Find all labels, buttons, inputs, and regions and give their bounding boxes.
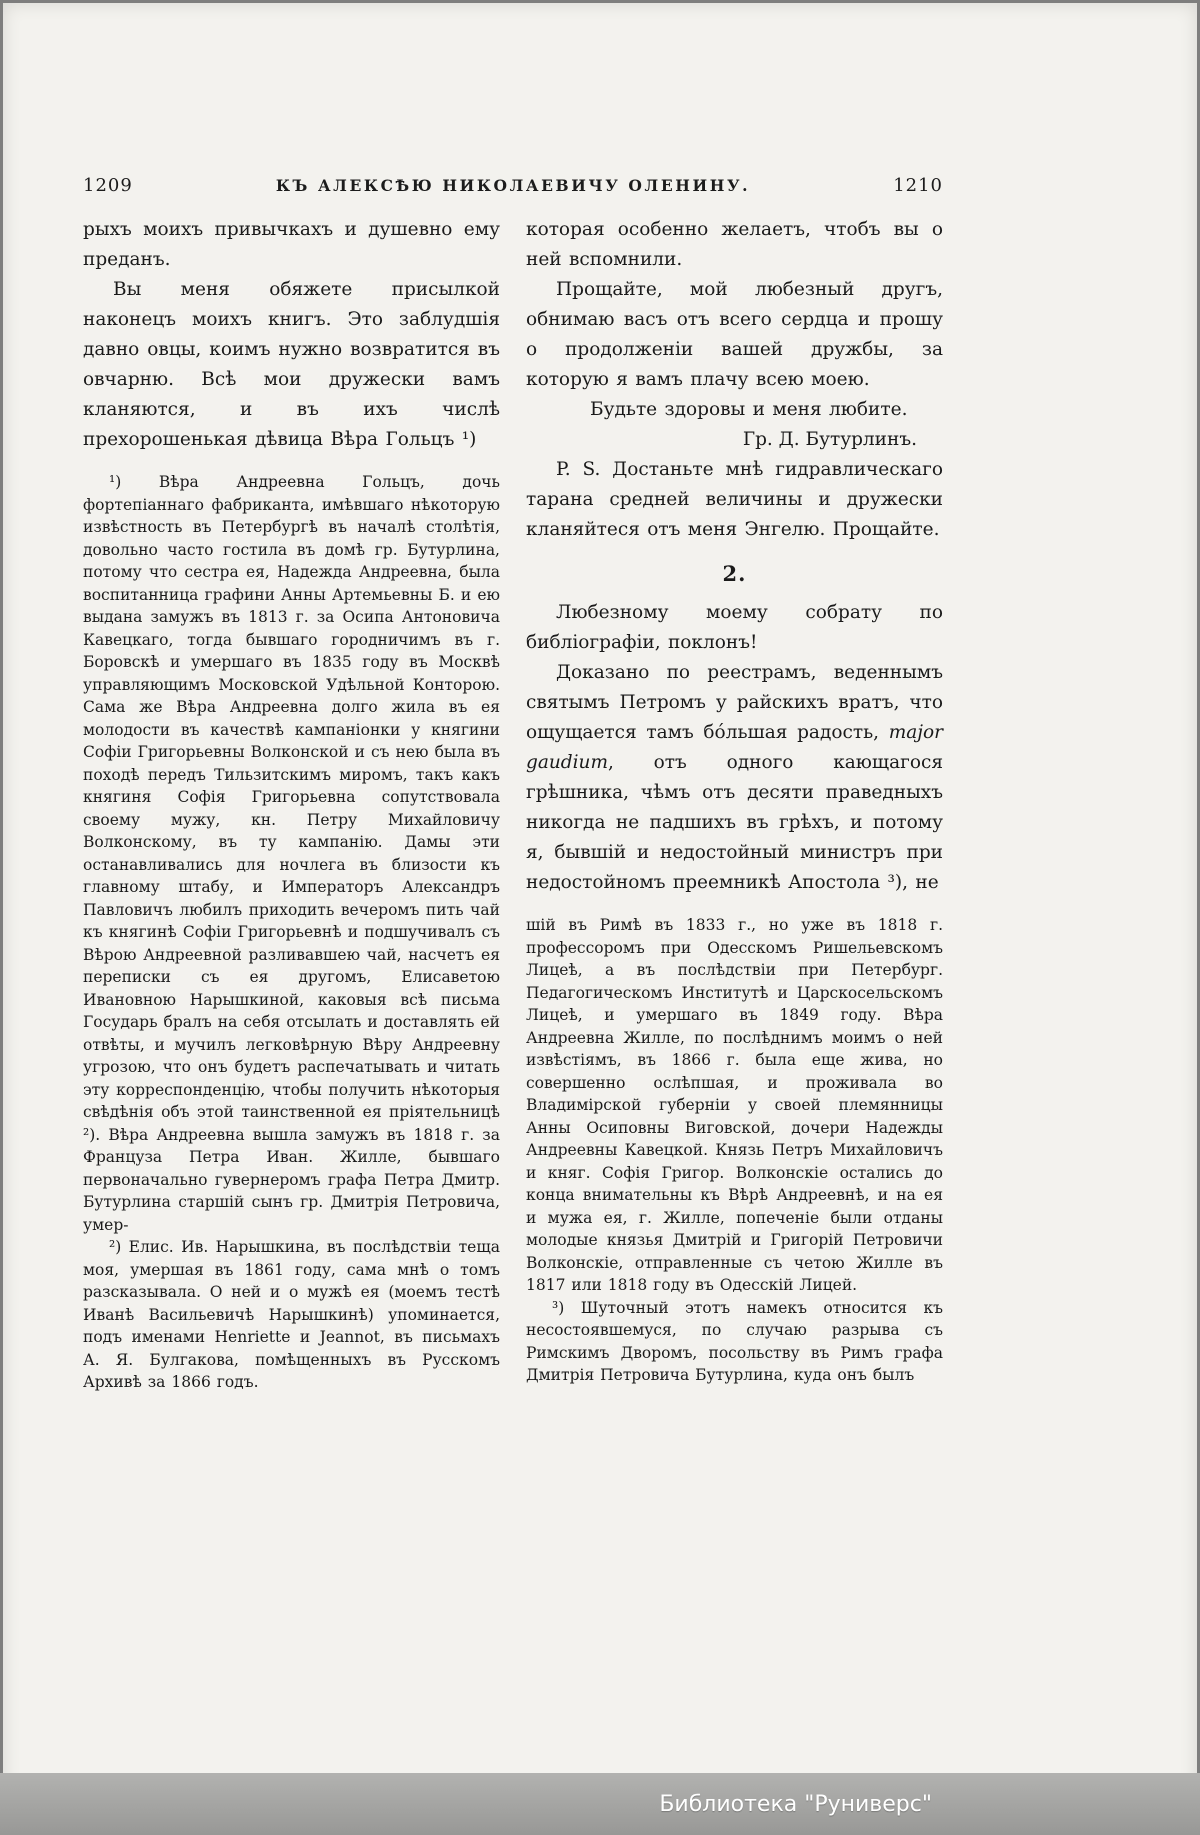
paragraph (526, 658, 943, 898)
page-number-right: 1210 (893, 175, 943, 196)
paragraph-text: Доказано по реестрамъ, веденнымъ святымъ Петромъ у райскихъ вратъ, что ощущается тамъ бо́льшая радость, (526, 662, 943, 743)
footnote-2: ²) Елис. Ив. Нарышкина, въ послѣдствіи теща моя, умершая въ 1861 году, сама мнѣ о томъ разсказывала. О ней и о мужѣ ея (моемъ тестѣ Иванѣ Васильевичѣ Нарышкинѣ) упоминается, подъ именами Henriette и Jeannot, въ письмахъ А. Я. Булгакова, помѣщенныхъ въ Русскомъ Архивѣ за 1866 годъ. (83, 1238, 500, 1391)
footnotes-right (526, 914, 943, 1387)
watermark-bar (0, 1773, 1200, 1835)
section-heading: 2. (722, 561, 747, 586)
footnote-continuation: шій въ Римѣ въ 1833 г., но уже въ 1818 г. профессоромъ при Одесскомъ Ришельевскомъ Лицеѣ, а въ послѣдствіи при Петербург. Педагогическомъ Институтѣ и Царскосельскомъ Лицеѣ, и умершаго въ 1849 году. Вѣра Андреевна Жилле, по послѣднимъ моимъ о ней извѣстіямъ, въ 1866 г. была еще жива, но совершенно ослѣпшая, и проживала во Владимірской губерніи у своей племянницы Анны Осиповны Виговской, дочери Надежды Андреевны Кавецкой. Князь Петръ Михайловичъ и княг. Софія Григор. Волконскіе остались до конца внимательны къ Вѣрѣ Андреевнѣ, и на ея и мужа ея, г. Жилле, попеченіе были отданы молодые князья Дмитрій и Григорій Петровичи Волконскіе, отправленные съ четою Жилле въ 1817 или 1818 году въ Одесскій Лицей. (526, 916, 943, 1294)
paragraph: которая особенно желаетъ, чтобъ вы о ней вспомнили. (526, 219, 943, 270)
closing-line: Будьте здоровы и меня любите. (590, 399, 908, 420)
running-title: КЪ АЛЕКСѢЮ НИКОЛАЕВИЧУ ОЛЕНИНУ. (275, 176, 751, 195)
paragraph: рыхъ моихъ привычкахъ и душевно ему преданъ. (83, 219, 500, 270)
footnote-1: ¹) Вѣра Андреевна Гольцъ, дочь фортепіаннаго фабриканта, имѣвшаго нѣкоторую извѣстность въ Петербургѣ въ началѣ столѣтія, довольно часто гостила въ домѣ гр. Бутурлина, потому что сестра ея, Надежда Андреевна, была воспитанница графини Анны Артемьевны Б. и ею выдана замужъ въ 1813 г. за Осипа Антоновича Кавецкаго, тогда бывшаго городничимъ въ г. Боровскѣ и умершаго въ 1835 году въ Москвѣ управляющимъ Московской Удѣльной Конторою. Сама же Вѣра Андреевна долго жила въ ея молодости въ качествѣ кампаніонки у княгини Софіи Григорьевны Волконской и съ нею была въ походѣ передъ Тильзитскимъ миромъ, такъ какъ княгиня Софія Григорьевна сопутствовала своему мужу, кн. Петру Михайловичу Волконскому, въ ту кампанію. Дамы эти останавливались для ночлега въ близости къ главному штабу, и Императоръ Александръ Павловичъ любилъ приходить вечеромъ пить чай къ княгинѣ Софіи Григорьевнѣ и подшучивалъ съ Вѣрою Андреевной разливавшею чай, насчетъ ея переписки съ ея другомъ, Елисаветою Ивановною Нарышкиной, каковыя всѣ письма Государь бралъ на себя отсылать и доставлять ей отвѣты, и мучилъ легковѣрную Вѣру Андреевну угрозою, что онъ будетъ распечатывать и читать эту корреспонденцію, чтобы получить нѣкоторыя свѣдѣнія объ этой таинственной ея пріятельницѣ ²). Вѣра Андреевна вышла замужъ въ 1818 г. за Француза Петра Иван. Жилле, бывшаго первоначально гувернеромъ графа Петра Дмитр. Бутурлина старшій сынъ гр. Дмитрія Петровича, умер- (83, 473, 500, 1234)
signature: Гр. Д. Бутурлинъ. (742, 429, 917, 450)
paragraph: Вы меня обяжете присылкой наконецъ моихъ книгъ. Это заблудшія давно овцы, коимъ нужно возвратится въ овчарню. Всѣ мои дружески вамъ кланяются, и въ ихъ числѣ прехорошенькая дѣвица Вѣра Гольцъ ¹) (83, 279, 500, 450)
paragraph-text: , отъ одного кающагося грѣшника, чѣмъ отъ десяти праведныхъ никогда не падшихъ въ грѣхъ, и потому я, бывшій и недостойный министръ при недостойномъ преемникѣ Апостола ³), не (526, 752, 943, 893)
page-header (83, 175, 943, 196)
right-column (526, 215, 943, 1394)
library-watermark: Библиотека "Руниверс" (659, 1791, 932, 1817)
paragraph: Любезному моему собрату по библіографіи, поклонъ! (526, 602, 943, 653)
left-column (83, 215, 500, 1394)
page-number-left: 1209 (83, 175, 133, 196)
book-page (3, 3, 1197, 1832)
postscript: P. S. Достаньте мнѣ гидравлическаго тарана средней величины и дружески кланяйтеся отъ меня Энгелю. Прощайте. (526, 459, 943, 540)
latin-phrase: major gaudium (526, 722, 943, 773)
footnote-3: ³) Шуточный этотъ намекъ относится къ несостоявшемуся, по случаю разрыва съ Римскимъ Дворомъ, посольству въ Римъ графа Дмитрія Петровича Бутурлина, куда онъ былъ (526, 1298, 943, 1384)
footnotes-left (83, 471, 500, 1394)
text-columns (83, 215, 943, 1394)
paragraph: Прощайте, мой любезный другъ, обнимаю васъ отъ всего сердца и прошу о продолженіи вашей дружбы, за которую я вамъ плачу всею моею. (526, 279, 943, 390)
